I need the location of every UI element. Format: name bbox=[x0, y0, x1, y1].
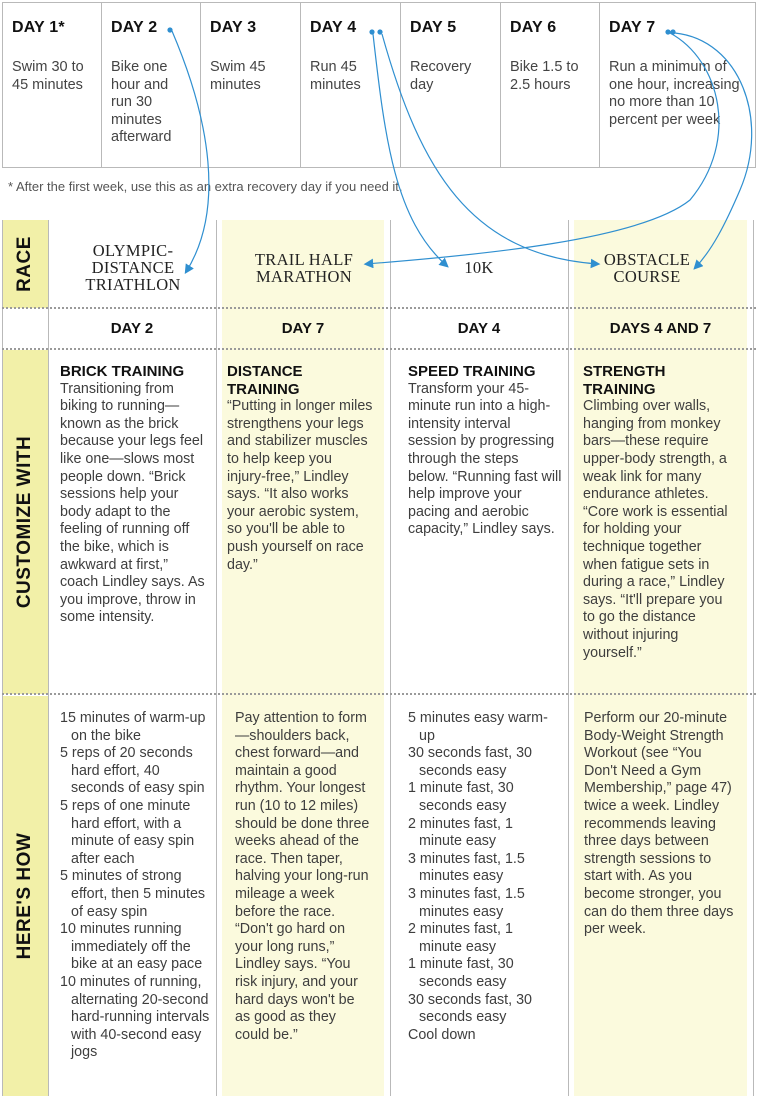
row-divider bbox=[2, 693, 756, 695]
how-cell-triathlon bbox=[60, 710, 214, 1062]
row-label-how: HERE'S HOW bbox=[2, 696, 48, 1096]
grid-rule bbox=[216, 220, 217, 1096]
day-label: DAY 1* bbox=[12, 19, 65, 36]
column-day-header: DAY 4 bbox=[457, 320, 501, 337]
column-day-header: DAYS 4 AND 7 bbox=[609, 320, 712, 337]
column-day-header: DAY 7 bbox=[281, 320, 325, 337]
grid-rule bbox=[2, 220, 3, 1096]
training-title: SPEED TRAINING bbox=[408, 363, 536, 380]
race-name-10k: 10K bbox=[464, 258, 494, 277]
list-item: 5 minutes of strong effort, then 5 minutes of easy spin bbox=[60, 868, 206, 920]
list-item: 1 minute fast, 30 seconds easy bbox=[408, 956, 514, 990]
day-1-cell bbox=[3, 3, 102, 167]
grid-rule bbox=[48, 220, 49, 1096]
day-description: Swim 45 minutes bbox=[210, 59, 266, 93]
day-label: DAY 6 bbox=[510, 19, 557, 36]
list-item: Pay attention to form—shoulders back, chest forward—and maintain a good rhythm. Your longest run (10 to 12 miles) should be done three weeks ahead of the race. Then taper, halving your long-run mileage a week before the race. “Don't go hard on your long runs,” Lindley says. “You risk injury, and your hard days won't be as good as they could be.” bbox=[235, 710, 370, 1043]
list-item: 3 minutes fast, 1.5 minutes easy bbox=[408, 885, 525, 920]
race-name-triathlon: OLYMPIC- DISTANCE TRIATHLON bbox=[85, 241, 181, 294]
day-4-cell bbox=[301, 3, 401, 167]
day-label: DAY 4 bbox=[310, 19, 357, 36]
day-3-cell bbox=[201, 3, 301, 167]
day-2-cell bbox=[102, 3, 201, 167]
customize-cell-trail bbox=[227, 363, 373, 574]
list-item: 15 minutes of warm-up on the bike bbox=[60, 710, 206, 744]
day-description: Run 45 minutes bbox=[310, 59, 361, 93]
day-label: DAY 3 bbox=[210, 19, 257, 36]
list-item: 10 minutes running immediately off the bike at an easy pace bbox=[60, 921, 203, 973]
grid-rule bbox=[753, 220, 754, 1096]
row-label-race: RACE bbox=[2, 220, 48, 308]
training-description: Climbing over walls, hanging from monkey bars—these require upper-body strength, a weak link for many endurance athletes. “Core work is essential for holding your technique together when fatigue sets in during a race,” Lindley says. “It'll prepare you to go the distance without injuring yourself.” bbox=[583, 398, 728, 661]
race-customization-grid bbox=[2, 220, 756, 1096]
day-description: Bike one hour and run 30 minutes afterward bbox=[111, 59, 172, 145]
race-name-obstacle: OBSTACLE COURSE bbox=[603, 250, 691, 286]
list-item: 2 minutes fast, 1 minute easy bbox=[408, 815, 513, 850]
how-cell-10k bbox=[408, 710, 548, 1044]
list-item: 10 minutes of running, alternating 20-second hard-running intervals with 40-second easy jogs bbox=[60, 973, 210, 1061]
training-description: Transitioning from biking to running—known as the brick because your legs feel like one—slows most people down. “Brick sessions help your body adapt to the feeling of running off the bike, which is awkward at first,” coach Lindley says. As you improve, throw in some intensity. bbox=[60, 380, 205, 626]
grid-rule bbox=[390, 220, 391, 1096]
customize-cell-10k bbox=[408, 363, 562, 539]
list-item: 2 minutes fast, 1 minute easy bbox=[408, 921, 513, 955]
training-title: DISTANCE TRAINING bbox=[227, 363, 303, 398]
row-label-customize: CUSTOMIZE WITH bbox=[2, 350, 48, 694]
weekly-schedule bbox=[2, 2, 756, 168]
list-item: 30 seconds fast, 30 seconds easy bbox=[408, 991, 532, 1026]
day-description: Swim 30 to 45 minutes bbox=[12, 59, 84, 93]
list-item: Perform our 20-minute Body-Weight Strength Workout (see “You Don't Need a Gym Membership,” page 47) twice a week. Lindley recommends leaving three days between strength sessions to start with. As you become stronger, you can do them three days per week. bbox=[584, 710, 734, 938]
list-item: Cool down bbox=[408, 1026, 476, 1043]
row-divider bbox=[2, 348, 756, 350]
day-description: Run a minimum of one hour, increasing no more than 10 percent per week bbox=[609, 59, 740, 128]
list-item: 5 reps of 20 seconds hard effort, 40 seconds of easy spin bbox=[60, 745, 205, 797]
day-label: DAY 2 bbox=[111, 19, 158, 36]
schedule-footnote: * After the first week, use this as an extra recovery day if you need it. bbox=[8, 179, 403, 194]
list-item: 30 seconds fast, 30 seconds easy bbox=[408, 745, 532, 779]
training-title: STRENGTH TRAINING bbox=[583, 363, 666, 398]
training-title: BRICK TRAINING bbox=[60, 363, 185, 380]
grid-rule bbox=[568, 220, 569, 1096]
day-6-cell bbox=[501, 3, 600, 167]
list-item: 5 minutes easy warm-up bbox=[408, 710, 548, 744]
how-cell-obstacle bbox=[584, 710, 736, 939]
race-name-trail: TRAIL HALF MARATHON bbox=[254, 250, 354, 286]
training-description: Transform your 45-minute run into a high-intensity interval session by progressing through the steps below. “Running fast will help improve your pacing and aerobic capacity,” Lindley says. bbox=[408, 380, 562, 538]
customize-cell-obstacle bbox=[583, 363, 735, 662]
day-5-cell bbox=[401, 3, 501, 167]
column-day-header: DAY 2 bbox=[110, 320, 154, 337]
day-7-cell bbox=[600, 3, 755, 167]
how-cell-trail bbox=[235, 710, 373, 1044]
day-label: DAY 5 bbox=[410, 19, 457, 36]
day-description: Bike 1.5 to 2.5 hours bbox=[510, 59, 579, 93]
training-description: “Putting in longer miles strengthens your legs and stabilizer muscles to help keep you injury-free,” Lindley says. “It also works your aerobic system, so you'll be able to push yourself on race day.” bbox=[227, 398, 373, 573]
row-divider bbox=[2, 307, 756, 309]
list-item: 3 minutes fast, 1.5 minutes easy bbox=[408, 850, 525, 885]
customize-cell-triathlon bbox=[60, 363, 210, 627]
list-item: 5 reps of one minute hard effort, with a minute of easy spin after each bbox=[60, 797, 195, 867]
list-item: 1 minute fast, 30 seconds easy bbox=[408, 780, 514, 814]
day-label: DAY 7 bbox=[609, 19, 656, 36]
day-description: Recovery day bbox=[410, 59, 472, 93]
